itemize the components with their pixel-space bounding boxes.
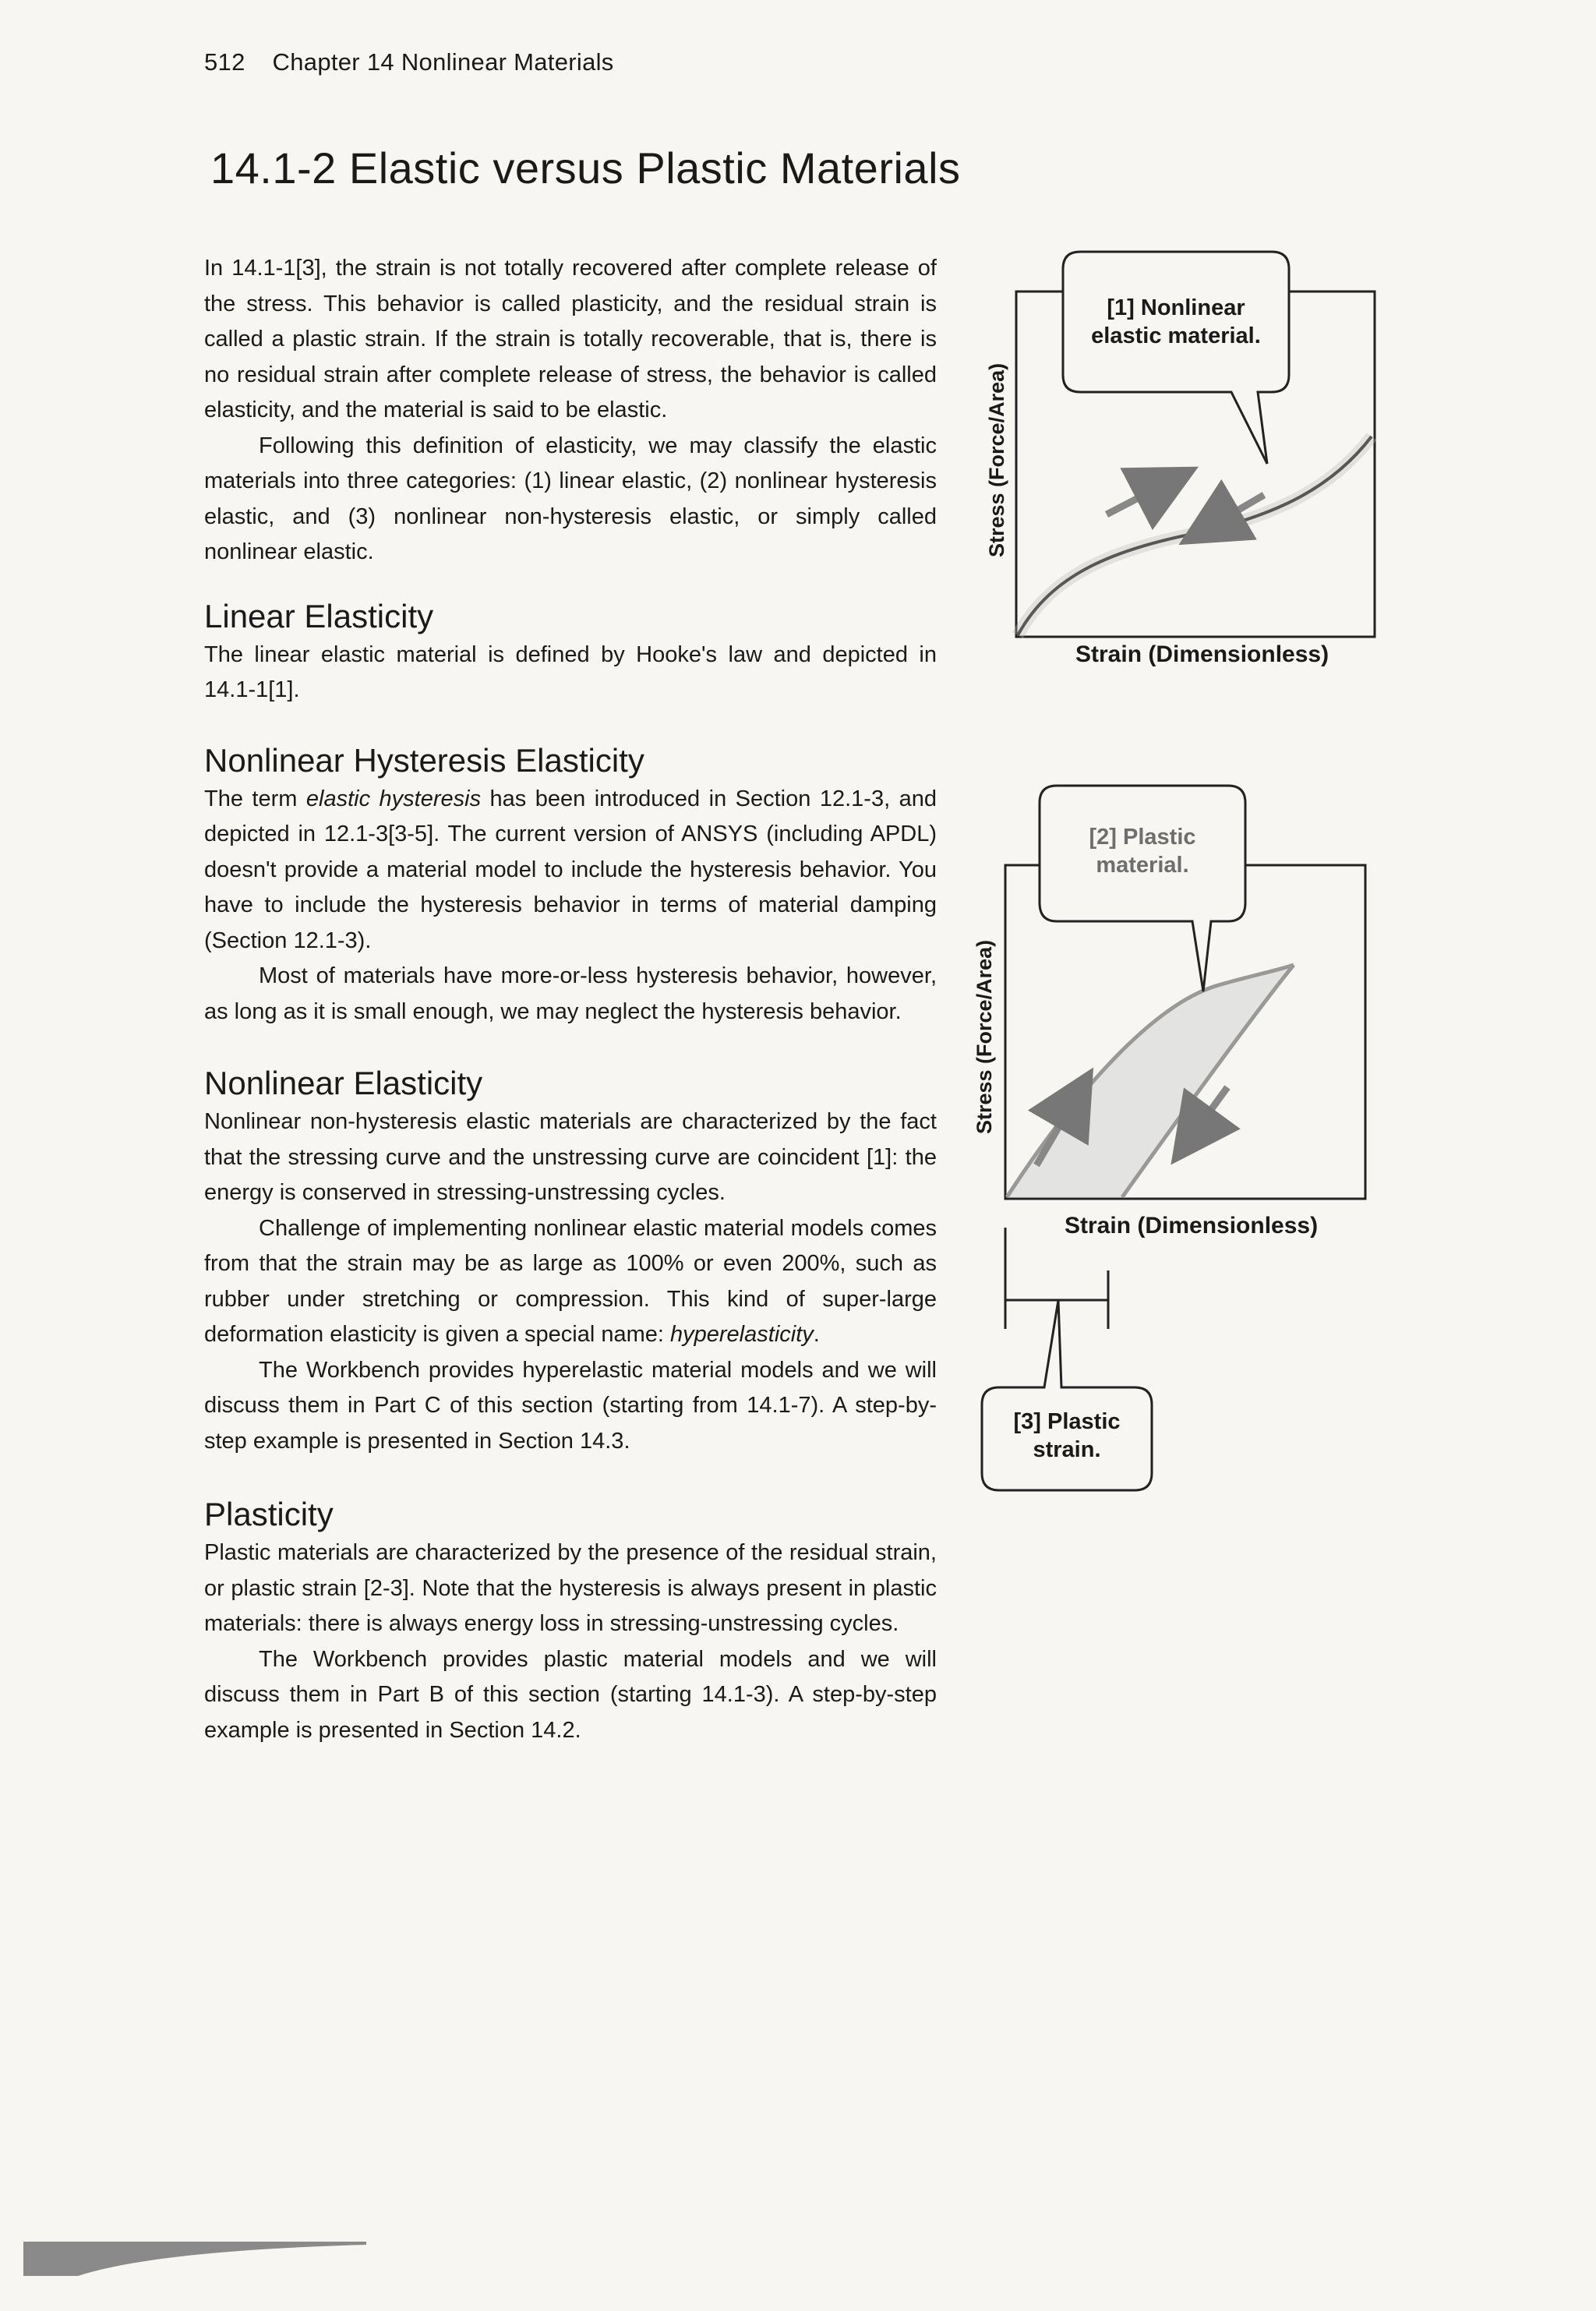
linear-elasticity-paragraph: The linear elastic material is defined by Hooke's law and depicted in 14.1-1[1]. bbox=[204, 641, 937, 702]
callout-bubble-plastic bbox=[1040, 786, 1245, 991]
hysteresis-loop-fill bbox=[1007, 965, 1294, 1197]
y-axis-label: Stress (Force/Area) bbox=[985, 362, 1008, 557]
scan-edge-artifact bbox=[23, 2242, 366, 2277]
body-text bbox=[204, 251, 937, 1748]
running-header bbox=[204, 48, 614, 76]
callout-plastic-material: [2] Plastic material. bbox=[1089, 825, 1196, 878]
intro-paragraph-1: In 14.1-1[3], the strain is not totally recovered after complete release of the stress. This behavior is called plasticity, and the residual strain is called a plastic strain. If the strain is totally recoverable, that is, there is no residual strain after complete release of stress, the behavior is called elasticity, and the material is said to be elastic. bbox=[204, 256, 937, 422]
figure-plastic-drawing bbox=[959, 779, 1395, 1496]
term-elastic-hysteresis: elastic hysteresis bbox=[305, 786, 482, 811]
heading-nonlinear-hysteresis: Nonlinear Hysteresis Elasticity bbox=[204, 741, 644, 779]
x-axis-label: Strain (Dimensionless) bbox=[1075, 641, 1329, 667]
nonlinear-hysteresis-paragraph-2: Most of materials have more-or-less hysteresis behavior, however, as long as it is small enough, we may neglect the hysteresis behavior. bbox=[204, 963, 937, 1024]
callout-nonlinear-elastic: [1] Nonlinear elastic material. bbox=[1091, 295, 1261, 348]
x-axis-label: Strain (Dimensionless) bbox=[1065, 1213, 1319, 1239]
heading-linear-elasticity: Linear Elasticity bbox=[204, 597, 434, 634]
nonlinear-hysteresis-paragraph-1: The term elastic hysteresis has been introduced in Section 12.1-3, and depicted in 12.1-3[3-5]. The current version of ANSYS (including APDL) doesn't provide a material model to include the hysteresis behavior. You have to include the hysteresis behavior in terms of material damping (Section 12.1-3). bbox=[204, 786, 937, 953]
plasticity-paragraph-1: Plastic materials are characterized by the presence of the residual strain, or plastic strain [2-3]. Note that the hysteresis is always present in plastic materials: there is always energy loss in stressing-unstressing cycles. bbox=[204, 1540, 937, 1636]
callout-plastic-strain: [3] Plastic strain. bbox=[1013, 1409, 1121, 1462]
term-hyperelasticity: hyperelasticity bbox=[670, 1322, 814, 1347]
nonlinear-elasticity-paragraph-2: Challenge of implementing nonlinear elastic material models comes from that the strain may be as large as 100% or even 200%, such as rubber under stretching or compression. This kind of super-large deformation elasticity is given a special name: hyperelasticity. bbox=[204, 1215, 937, 1347]
nonlinear-elasticity-paragraph-1: Nonlinear non-hysteresis elastic materials are characterized by the fact that the stressing curve and the unstressing curve are coincident [1]: the energy is conserved in stressing-unstressing cycles. bbox=[204, 1109, 937, 1205]
heading-nonlinear-elasticity: Nonlinear Elasticity bbox=[204, 1065, 483, 1101]
figure-plastic bbox=[959, 779, 1395, 1496]
figure-nonlinear-elastic bbox=[966, 246, 1403, 682]
callout-bubble bbox=[1063, 252, 1289, 464]
chapter-title: Chapter 14 Nonlinear Materials bbox=[272, 48, 614, 76]
page-number: 512 bbox=[204, 48, 245, 76]
y-axis-label: Stress (Force/Area) bbox=[973, 939, 996, 1134]
loading-arrow bbox=[1107, 473, 1186, 514]
section-title: 14.1-2 Elastic versus Plastic Materials bbox=[210, 143, 961, 193]
plasticity-paragraph-2: The Workbench provides plastic material models and we will discuss them in Part B of this section (starting 14.1-3). A step-by-step example is presented in Section 14.2. bbox=[204, 1646, 937, 1743]
intro-paragraph-2: Following this definition of elasticity, we may classify the elastic materials into three categories: (1) linear elastic, (2) nonlinear hysteresis elastic, and (3) nonlinear non-hysteresis elastic, or simply called nonlinear elastic. bbox=[204, 433, 937, 564]
nonlinear-elasticity-paragraph-3: The Workbench provides hyperelastic material models and we will discuss them in Part C of this section (starting from 14.1-7). A step-by-step example is presented in Section 14.3. bbox=[204, 1357, 937, 1454]
heading-plasticity: Plasticity bbox=[204, 1496, 334, 1532]
